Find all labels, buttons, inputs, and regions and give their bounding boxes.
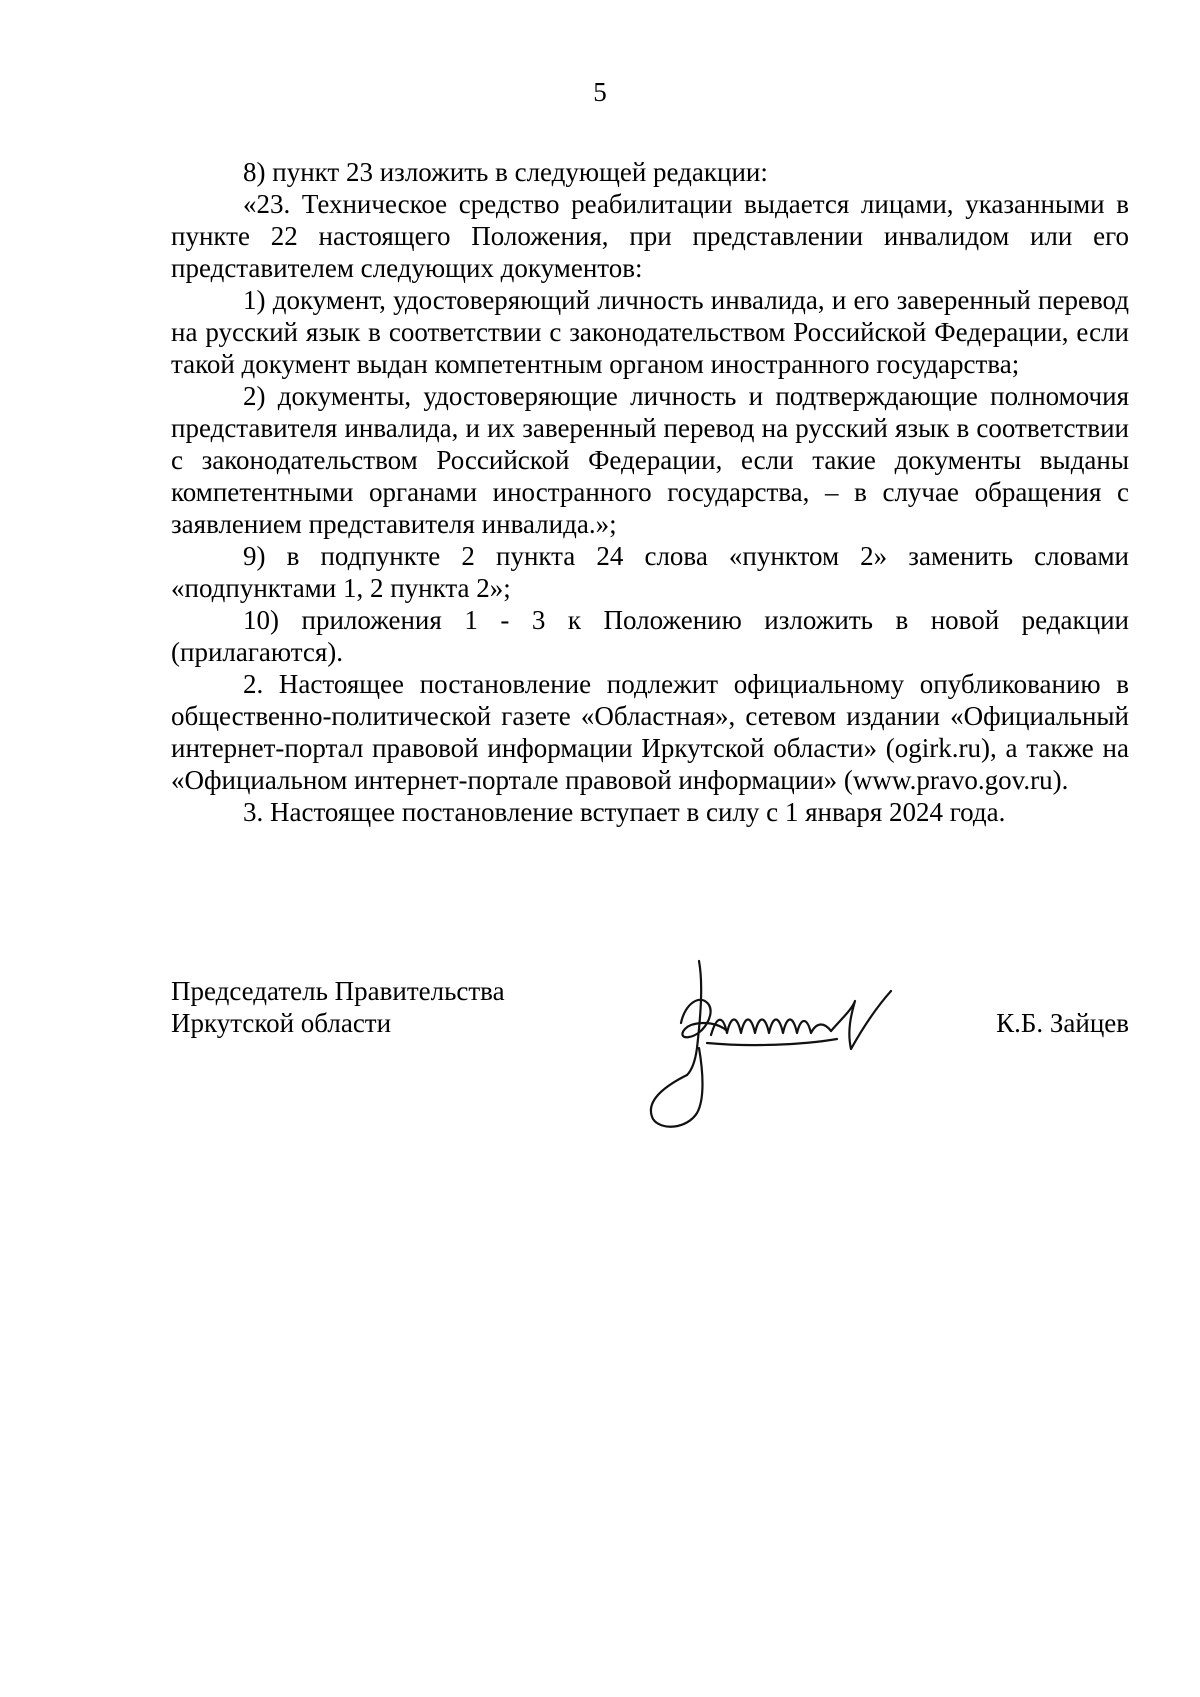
paragraph-publication: 2. Настоящее постановление подлежит официальному опубликованию в общественно-политической газете «Областная», сетевом издании «Официальный интернет-портал правовой информации Иркутской области» (ogirk.ru), а также на «Официальном интернет-портале правовой информации» (www.pravo.gov.ru). xyxy=(171,669,1129,795)
paragraph-item-8: 8) пункт 23 изложить в следующей редакции: xyxy=(243,157,768,187)
paragraph-item-23: «23. Техническое средство реабилитации выдается лицами, указанными в пункте 22 настоящего Положения, при представлении инвалидом или его представителем следующих документов: xyxy=(171,189,1129,283)
paragraph-item-9: 9) в подпункте 2 пункта 24 слова «пунктом 2» заменить словами «подпунктами 1, 2 пункта 2»; xyxy=(171,541,1129,603)
paragraph-effective-date: 3. Настоящее постановление вступает в силу с 1 января 2024 года. xyxy=(243,797,1006,827)
handwritten-signature xyxy=(641,953,911,1133)
paragraph-subitem-1: 1) документ, удостоверяющий личность инвалида, и его заверенный перевод на русский язык в соответствии с законодательством Российской Федерации, если такой документ выдан компетентным органом иностранного государства; xyxy=(171,285,1129,379)
signer-position-line2: Иркутской области xyxy=(171,1008,392,1038)
signer-position-line1: Председатель Правительства xyxy=(171,976,505,1006)
page-number: 5 xyxy=(593,77,607,107)
paragraph-subitem-2: 2) документы, удостоверяющие личность и подтверждающие полномочия представителя инвалида, и их заверенный перевод на русский язык в соответствии с законодательством Российской Федерации, если такие документы выданы компетентными органами иностранного государства, – в случае обращения с заявлением представителя инвалида.»; xyxy=(171,381,1129,539)
document-body xyxy=(171,156,1129,828)
signer-position xyxy=(171,975,571,1039)
signer-name: К.Б. Зайцев xyxy=(996,1008,1129,1038)
paragraph-item-10: 10) приложения 1 - 3 к Положению изложить в новой редакции (прилагаются). xyxy=(171,605,1129,667)
signature-block xyxy=(171,975,1129,1135)
